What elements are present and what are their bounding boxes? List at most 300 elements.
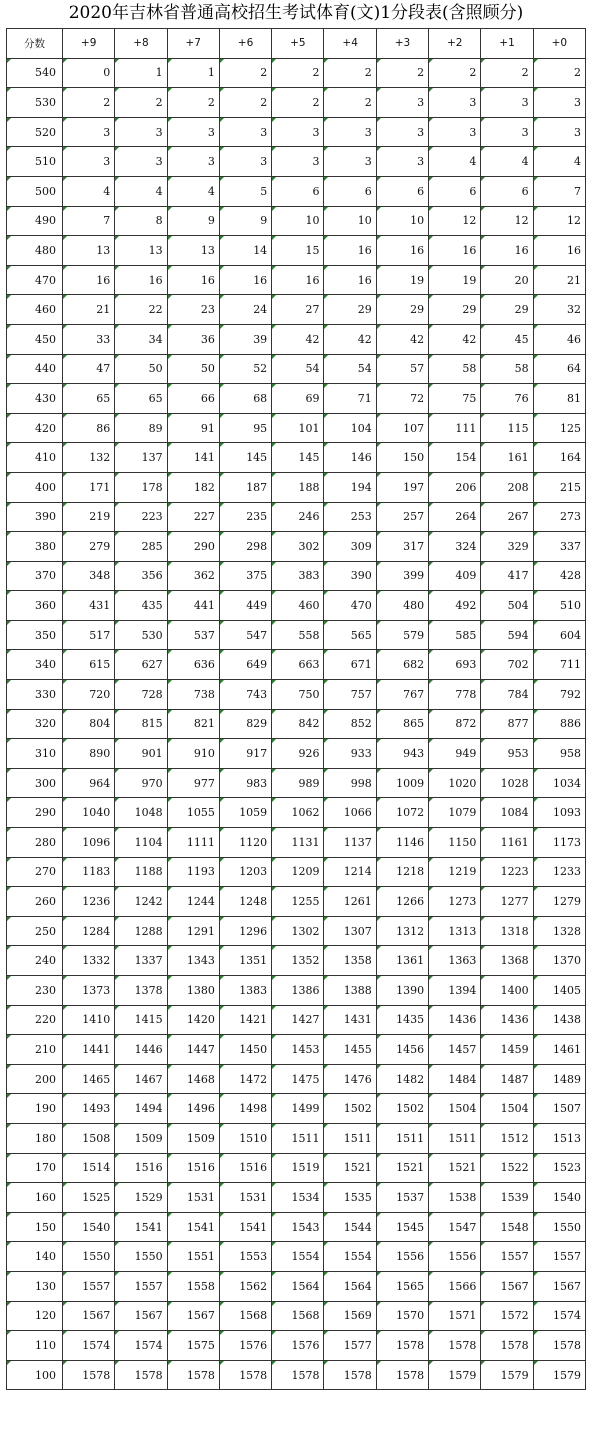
table-row (7, 1183, 586, 1213)
count-cell: 537 (167, 620, 219, 650)
count-cell: 1557 (533, 1242, 585, 1272)
count-cell: 1569 (324, 1301, 376, 1331)
score-cell: 240 (7, 946, 63, 976)
count-cell: 815 (115, 709, 167, 739)
count-cell: 1511 (376, 1123, 428, 1153)
count-cell: 1567 (167, 1301, 219, 1331)
count-cell: 188 (272, 472, 324, 502)
score-cell: 390 (7, 502, 63, 532)
count-cell: 16 (324, 236, 376, 266)
table-row (7, 88, 586, 118)
count-cell: 12 (429, 206, 481, 236)
count-cell: 3 (533, 117, 585, 147)
table-row (7, 295, 586, 325)
count-cell: 1337 (115, 946, 167, 976)
count-cell: 1394 (429, 976, 481, 1006)
score-cell: 450 (7, 324, 63, 354)
count-cell: 1447 (167, 1035, 219, 1065)
table-row (7, 976, 586, 1006)
count-cell: 1131 (272, 828, 324, 858)
score-cell: 350 (7, 620, 63, 650)
score-distribution-table (6, 28, 586, 1390)
header-offset: +4 (324, 29, 376, 59)
count-cell: 1521 (324, 1153, 376, 1183)
count-cell: 1494 (115, 1094, 167, 1124)
count-cell: 1554 (324, 1242, 376, 1272)
score-cell: 420 (7, 413, 63, 443)
count-cell: 1496 (167, 1094, 219, 1124)
count-cell: 246 (272, 502, 324, 532)
count-cell: 1188 (115, 857, 167, 887)
table-row (7, 502, 586, 532)
count-cell: 1034 (533, 768, 585, 798)
count-cell: 784 (481, 680, 533, 710)
count-cell: 1538 (429, 1183, 481, 1213)
count-cell: 7 (533, 176, 585, 206)
count-cell: 1040 (63, 798, 115, 828)
table-row (7, 1301, 586, 1331)
count-cell: 767 (376, 680, 428, 710)
count-cell: 227 (167, 502, 219, 532)
count-cell: 1441 (63, 1035, 115, 1065)
table-row (7, 354, 586, 384)
count-cell: 1421 (219, 1005, 271, 1035)
count-cell: 1541 (219, 1212, 271, 1242)
count-cell: 1579 (533, 1360, 585, 1390)
count-cell: 627 (115, 650, 167, 680)
count-cell: 1554 (272, 1242, 324, 1272)
table-row (7, 887, 586, 917)
count-cell: 1273 (429, 887, 481, 917)
count-cell: 1568 (272, 1301, 324, 1331)
count-cell: 1457 (429, 1035, 481, 1065)
count-cell: 171 (63, 472, 115, 502)
count-cell: 4 (167, 176, 219, 206)
count-cell: 2 (63, 88, 115, 118)
count-cell: 16 (219, 265, 271, 295)
count-cell: 1516 (219, 1153, 271, 1183)
count-cell: 12 (481, 206, 533, 236)
count-cell: 1498 (219, 1094, 271, 1124)
count-cell: 663 (272, 650, 324, 680)
count-cell: 24 (219, 295, 271, 325)
count-cell: 33 (63, 324, 115, 354)
count-cell: 964 (63, 768, 115, 798)
score-cell: 150 (7, 1212, 63, 1242)
count-cell: 115 (481, 413, 533, 443)
count-cell: 1233 (533, 857, 585, 887)
table-row (7, 798, 586, 828)
count-cell: 42 (376, 324, 428, 354)
count-cell: 998 (324, 768, 376, 798)
score-cell: 460 (7, 295, 63, 325)
count-cell: 682 (376, 650, 428, 680)
table-row (7, 709, 586, 739)
count-cell: 2 (533, 58, 585, 88)
count-cell: 101 (272, 413, 324, 443)
header-score: 分数 (7, 29, 63, 59)
score-cell: 440 (7, 354, 63, 384)
count-cell: 375 (219, 561, 271, 591)
count-cell: 431 (63, 591, 115, 621)
document-title: 2020年吉林省普通高校招生考试体育(文)1分段表(含照顾分) (68, 3, 524, 23)
count-cell: 1553 (219, 1242, 271, 1272)
count-cell: 615 (63, 650, 115, 680)
count-cell: 3 (376, 147, 428, 177)
header-offset: +5 (272, 29, 324, 59)
score-cell: 100 (7, 1360, 63, 1390)
count-cell: 399 (376, 561, 428, 591)
count-cell: 3 (272, 117, 324, 147)
count-cell: 298 (219, 532, 271, 562)
count-cell: 3 (115, 147, 167, 177)
count-cell: 3 (219, 117, 271, 147)
count-cell: 636 (167, 650, 219, 680)
header-offset: +3 (376, 29, 428, 59)
count-cell: 1405 (533, 976, 585, 1006)
count-cell: 21 (533, 265, 585, 295)
count-cell: 530 (115, 620, 167, 650)
count-cell: 1567 (63, 1301, 115, 1331)
count-cell: 1096 (63, 828, 115, 858)
count-cell: 8 (115, 206, 167, 236)
count-cell: 6 (481, 176, 533, 206)
count-cell: 1535 (324, 1183, 376, 1213)
count-cell: 1446 (115, 1035, 167, 1065)
count-cell: 829 (219, 709, 271, 739)
count-cell: 1461 (533, 1035, 585, 1065)
count-cell: 348 (63, 561, 115, 591)
count-cell: 1468 (167, 1064, 219, 1094)
table-row (7, 206, 586, 236)
count-cell: 1380 (167, 976, 219, 1006)
count-cell: 150 (376, 443, 428, 473)
count-cell: 1510 (219, 1123, 271, 1153)
count-cell: 1570 (376, 1301, 428, 1331)
count-cell: 1352 (272, 946, 324, 976)
count-cell: 187 (219, 472, 271, 502)
score-cell: 250 (7, 916, 63, 946)
count-cell: 565 (324, 620, 376, 650)
count-cell: 1361 (376, 946, 428, 976)
count-cell: 1516 (115, 1153, 167, 1183)
count-cell: 7 (63, 206, 115, 236)
count-cell: 1509 (115, 1123, 167, 1153)
count-cell: 235 (219, 502, 271, 532)
header-offset: +6 (219, 29, 271, 59)
score-cell: 510 (7, 147, 63, 177)
count-cell: 1236 (63, 887, 115, 917)
table-row (7, 650, 586, 680)
table-row (7, 236, 586, 266)
count-cell: 1255 (272, 887, 324, 917)
count-cell: 1551 (167, 1242, 219, 1272)
count-cell: 1504 (429, 1094, 481, 1124)
count-cell: 1456 (376, 1035, 428, 1065)
count-cell: 1415 (115, 1005, 167, 1035)
count-cell: 547 (219, 620, 271, 650)
count-cell: 164 (533, 443, 585, 473)
count-cell: 3 (63, 117, 115, 147)
count-cell: 223 (115, 502, 167, 532)
count-cell: 1564 (324, 1271, 376, 1301)
count-cell: 1578 (219, 1360, 271, 1390)
count-cell: 29 (324, 295, 376, 325)
count-cell: 1574 (63, 1331, 115, 1361)
count-cell: 362 (167, 561, 219, 591)
count-cell: 579 (376, 620, 428, 650)
count-cell: 604 (533, 620, 585, 650)
count-cell: 10 (272, 206, 324, 236)
table-row (7, 58, 586, 88)
count-cell: 36 (167, 324, 219, 354)
count-cell: 1218 (376, 857, 428, 887)
count-cell: 1550 (533, 1212, 585, 1242)
count-cell: 1427 (272, 1005, 324, 1035)
count-cell: 1312 (376, 916, 428, 946)
count-cell: 54 (324, 354, 376, 384)
count-cell: 1578 (376, 1360, 428, 1390)
table-row (7, 1035, 586, 1065)
count-cell: 1578 (533, 1331, 585, 1361)
count-cell: 1509 (167, 1123, 219, 1153)
count-cell: 743 (219, 680, 271, 710)
count-cell: 10 (376, 206, 428, 236)
count-cell: 1522 (481, 1153, 533, 1183)
count-cell: 1504 (481, 1094, 533, 1124)
count-cell: 1079 (429, 798, 481, 828)
table-row (7, 147, 586, 177)
count-cell: 1465 (63, 1064, 115, 1094)
score-cell: 140 (7, 1242, 63, 1272)
count-cell: 1567 (115, 1301, 167, 1331)
count-cell: 449 (219, 591, 271, 621)
table-row (7, 176, 586, 206)
score-cell: 230 (7, 976, 63, 1006)
count-cell: 1578 (63, 1360, 115, 1390)
header-offset: +0 (533, 29, 585, 59)
count-cell: 1579 (429, 1360, 481, 1390)
count-cell: 1291 (167, 916, 219, 946)
count-cell: 792 (533, 680, 585, 710)
table-row (7, 828, 586, 858)
count-cell: 1534 (272, 1183, 324, 1213)
count-cell: 1499 (272, 1094, 324, 1124)
count-cell: 3 (429, 88, 481, 118)
count-cell: 3 (219, 147, 271, 177)
count-cell: 3 (272, 147, 324, 177)
count-cell: 23 (167, 295, 219, 325)
count-cell: 1521 (376, 1153, 428, 1183)
count-cell: 125 (533, 413, 585, 443)
count-cell: 111 (429, 413, 481, 443)
count-cell: 702 (481, 650, 533, 680)
count-cell: 1193 (167, 857, 219, 887)
table-row (7, 472, 586, 502)
count-cell: 517 (63, 620, 115, 650)
count-cell: 1279 (533, 887, 585, 917)
count-cell: 1318 (481, 916, 533, 946)
count-cell: 1574 (115, 1331, 167, 1361)
count-cell: 1173 (533, 828, 585, 858)
count-cell: 1578 (429, 1331, 481, 1361)
count-cell: 145 (219, 443, 271, 473)
table-row (7, 384, 586, 414)
count-cell: 13 (115, 236, 167, 266)
count-cell: 16 (324, 265, 376, 295)
count-cell: 1351 (219, 946, 271, 976)
count-cell: 206 (429, 472, 481, 502)
count-cell: 1307 (324, 916, 376, 946)
count-cell: 264 (429, 502, 481, 532)
count-cell: 409 (429, 561, 481, 591)
count-cell: 1578 (167, 1360, 219, 1390)
header-row (7, 29, 586, 59)
count-cell: 1104 (115, 828, 167, 858)
count-cell: 3 (324, 117, 376, 147)
score-cell: 270 (7, 857, 63, 887)
count-cell: 6 (324, 176, 376, 206)
score-cell: 540 (7, 58, 63, 88)
count-cell: 504 (481, 591, 533, 621)
count-cell: 1557 (63, 1271, 115, 1301)
count-cell: 1564 (272, 1271, 324, 1301)
count-cell: 4 (115, 176, 167, 206)
score-cell: 180 (7, 1123, 63, 1153)
table-row (7, 1064, 586, 1094)
table-row (7, 739, 586, 769)
count-cell: 1502 (376, 1094, 428, 1124)
count-cell: 558 (272, 620, 324, 650)
score-cell: 200 (7, 1064, 63, 1094)
count-cell: 4 (481, 147, 533, 177)
count-cell: 215 (533, 472, 585, 502)
score-cell: 210 (7, 1035, 63, 1065)
count-cell: 1146 (376, 828, 428, 858)
count-cell: 1531 (219, 1183, 271, 1213)
count-cell: 953 (481, 739, 533, 769)
count-cell: 901 (115, 739, 167, 769)
count-cell: 1550 (63, 1242, 115, 1272)
count-cell: 1 (115, 58, 167, 88)
count-cell: 1541 (167, 1212, 219, 1242)
table-row (7, 857, 586, 887)
count-cell: 886 (533, 709, 585, 739)
count-cell: 949 (429, 739, 481, 769)
table-row (7, 117, 586, 147)
count-cell: 104 (324, 413, 376, 443)
count-cell: 137 (115, 443, 167, 473)
count-cell: 9 (167, 206, 219, 236)
count-cell: 1214 (324, 857, 376, 887)
count-cell: 178 (115, 472, 167, 502)
score-cell: 120 (7, 1301, 63, 1331)
count-cell: 1511 (272, 1123, 324, 1153)
count-cell: 324 (429, 532, 481, 562)
count-cell: 6 (272, 176, 324, 206)
count-cell: 778 (429, 680, 481, 710)
count-cell: 16 (63, 265, 115, 295)
count-cell: 1084 (481, 798, 533, 828)
count-cell: 2 (115, 88, 167, 118)
count-cell: 1562 (219, 1271, 271, 1301)
count-cell: 1288 (115, 916, 167, 946)
table-row (7, 620, 586, 650)
count-cell: 3 (167, 147, 219, 177)
count-cell: 1514 (63, 1153, 115, 1183)
count-cell: 1489 (533, 1064, 585, 1094)
count-cell: 890 (63, 739, 115, 769)
count-cell: 132 (63, 443, 115, 473)
count-cell: 2 (481, 58, 533, 88)
count-cell: 1219 (429, 857, 481, 887)
count-cell: 2 (324, 88, 376, 118)
table-row (7, 265, 586, 295)
count-cell: 417 (481, 561, 533, 591)
count-cell: 19 (429, 265, 481, 295)
count-cell: 1277 (481, 887, 533, 917)
count-cell: 9 (219, 206, 271, 236)
table-row (7, 1005, 586, 1035)
count-cell: 1556 (376, 1242, 428, 1272)
score-cell: 410 (7, 443, 63, 473)
count-cell: 1578 (272, 1360, 324, 1390)
table-row (7, 768, 586, 798)
count-cell: 1476 (324, 1064, 376, 1094)
count-cell: 1137 (324, 828, 376, 858)
count-cell: 309 (324, 532, 376, 562)
table-row (7, 680, 586, 710)
count-cell: 1511 (429, 1123, 481, 1153)
count-cell: 267 (481, 502, 533, 532)
header-offset: +8 (115, 29, 167, 59)
count-cell: 32 (533, 295, 585, 325)
count-cell: 1203 (219, 857, 271, 887)
count-cell: 1435 (376, 1005, 428, 1035)
score-cell: 490 (7, 206, 63, 236)
count-cell: 29 (376, 295, 428, 325)
count-cell: 1436 (429, 1005, 481, 1035)
count-cell: 95 (219, 413, 271, 443)
count-cell: 1093 (533, 798, 585, 828)
count-cell: 2 (272, 88, 324, 118)
count-cell: 75 (429, 384, 481, 414)
count-cell: 1431 (324, 1005, 376, 1035)
count-cell: 1571 (429, 1301, 481, 1331)
count-cell: 273 (533, 502, 585, 532)
table-row (7, 1212, 586, 1242)
count-cell: 1009 (376, 768, 428, 798)
count-cell: 29 (429, 295, 481, 325)
count-cell: 1521 (429, 1153, 481, 1183)
count-cell: 1284 (63, 916, 115, 946)
header-offset: +2 (429, 29, 481, 59)
count-cell: 852 (324, 709, 376, 739)
count-cell: 1328 (533, 916, 585, 946)
score-cell: 310 (7, 739, 63, 769)
count-cell: 1244 (167, 887, 219, 917)
count-cell: 3 (429, 117, 481, 147)
table-row (7, 561, 586, 591)
count-cell: 1578 (324, 1360, 376, 1390)
count-cell: 2 (219, 88, 271, 118)
count-cell: 1062 (272, 798, 324, 828)
count-cell: 12 (533, 206, 585, 236)
score-cell: 260 (7, 887, 63, 917)
table-row (7, 946, 586, 976)
count-cell: 141 (167, 443, 219, 473)
count-cell: 194 (324, 472, 376, 502)
